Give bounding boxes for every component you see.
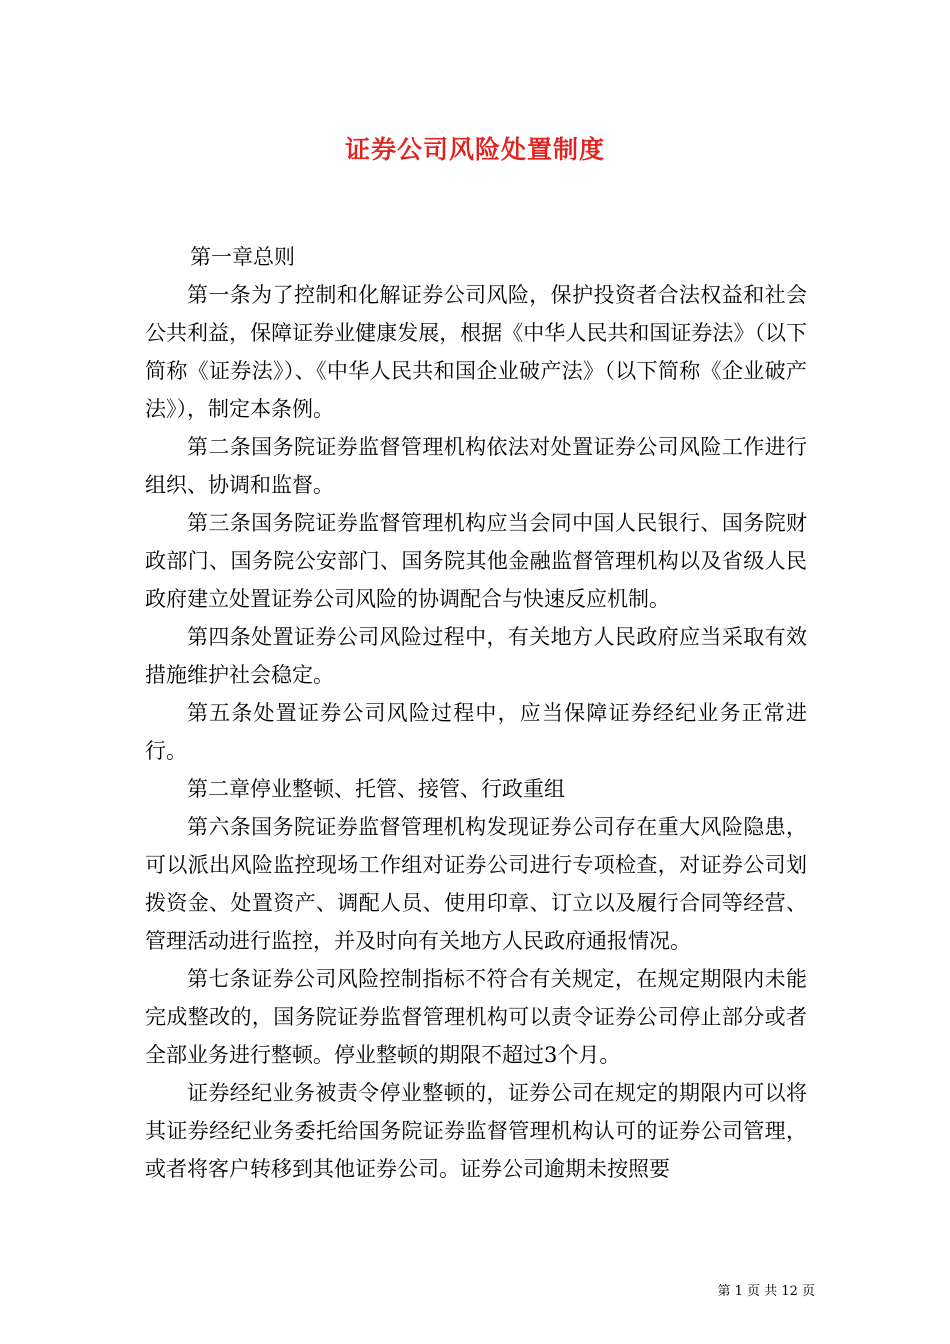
- paragraph: 第五条处置证券公司风险过程中，应当保障证券经纪业务正常进行。: [145, 701, 807, 763]
- paragraph: 第七条证券公司风险控制指标不符合有关规定，在规定期限内未能完成整改的，国务院证券监督管理机构可以责令证券公司停止部分或者全部业务进行整顿。停业整顿的期限不超过3个月。: [145, 967, 807, 1067]
- chapter-heading: 第一章总则: [190, 245, 295, 269]
- paragraph: 证券经纪业务被责令停业整顿的，证券公司在规定的期限内可以将其证券经纪业务委托给国务院证券监督管理机构认可的证券公司管理，或者将客户转移到其他证券公司。证券公司逾期未按照要: [145, 1081, 807, 1181]
- chapter-heading: 第二章停业整顿、托管、接管、行政重组: [187, 777, 565, 801]
- document-title: 证券公司风险处置制度: [344, 135, 605, 164]
- paragraph: 第三条国务院证券监督管理机构应当会同中国人民银行、国务院财政部门、国务院公安部门、国务院其他金融监督管理机构以及省级人民政府建立处置证券公司风险的协调配合与快速反应机制。: [145, 511, 807, 611]
- paragraph: 第一条为了控制和化解证券公司风险，保护投资者合法权益和社会公共利益，保障证券业健康发展，根据《中华人民共和国证券法》（以下简称《证券法》）、《中华人民共和国企业破产法》（以下简称《企业破产法》），制定本条例。: [145, 283, 807, 421]
- page-number: 第 1 页 共 12 页: [717, 1284, 815, 1299]
- paragraph: 第六条国务院证券监督管理机构发现证券公司存在重大风险隐患，可以派出风险监控现场工作组对证券公司进行专项检查，对证券公司划拨资金、处置资产、调配人员、使用印章、订立以及履行合同等经营、管理活动进行监控，并及时向有关地方人民政府通报情况。: [145, 815, 807, 953]
- document-body: [145, 238, 807, 1188]
- paragraph: 第二条国务院证券监督管理机构依法对处置证券公司风险工作进行组织、协调和监督。: [145, 435, 807, 497]
- paragraph: 第四条处置证券公司风险过程中，有关地方人民政府应当采取有效措施维护社会稳定。: [145, 625, 807, 687]
